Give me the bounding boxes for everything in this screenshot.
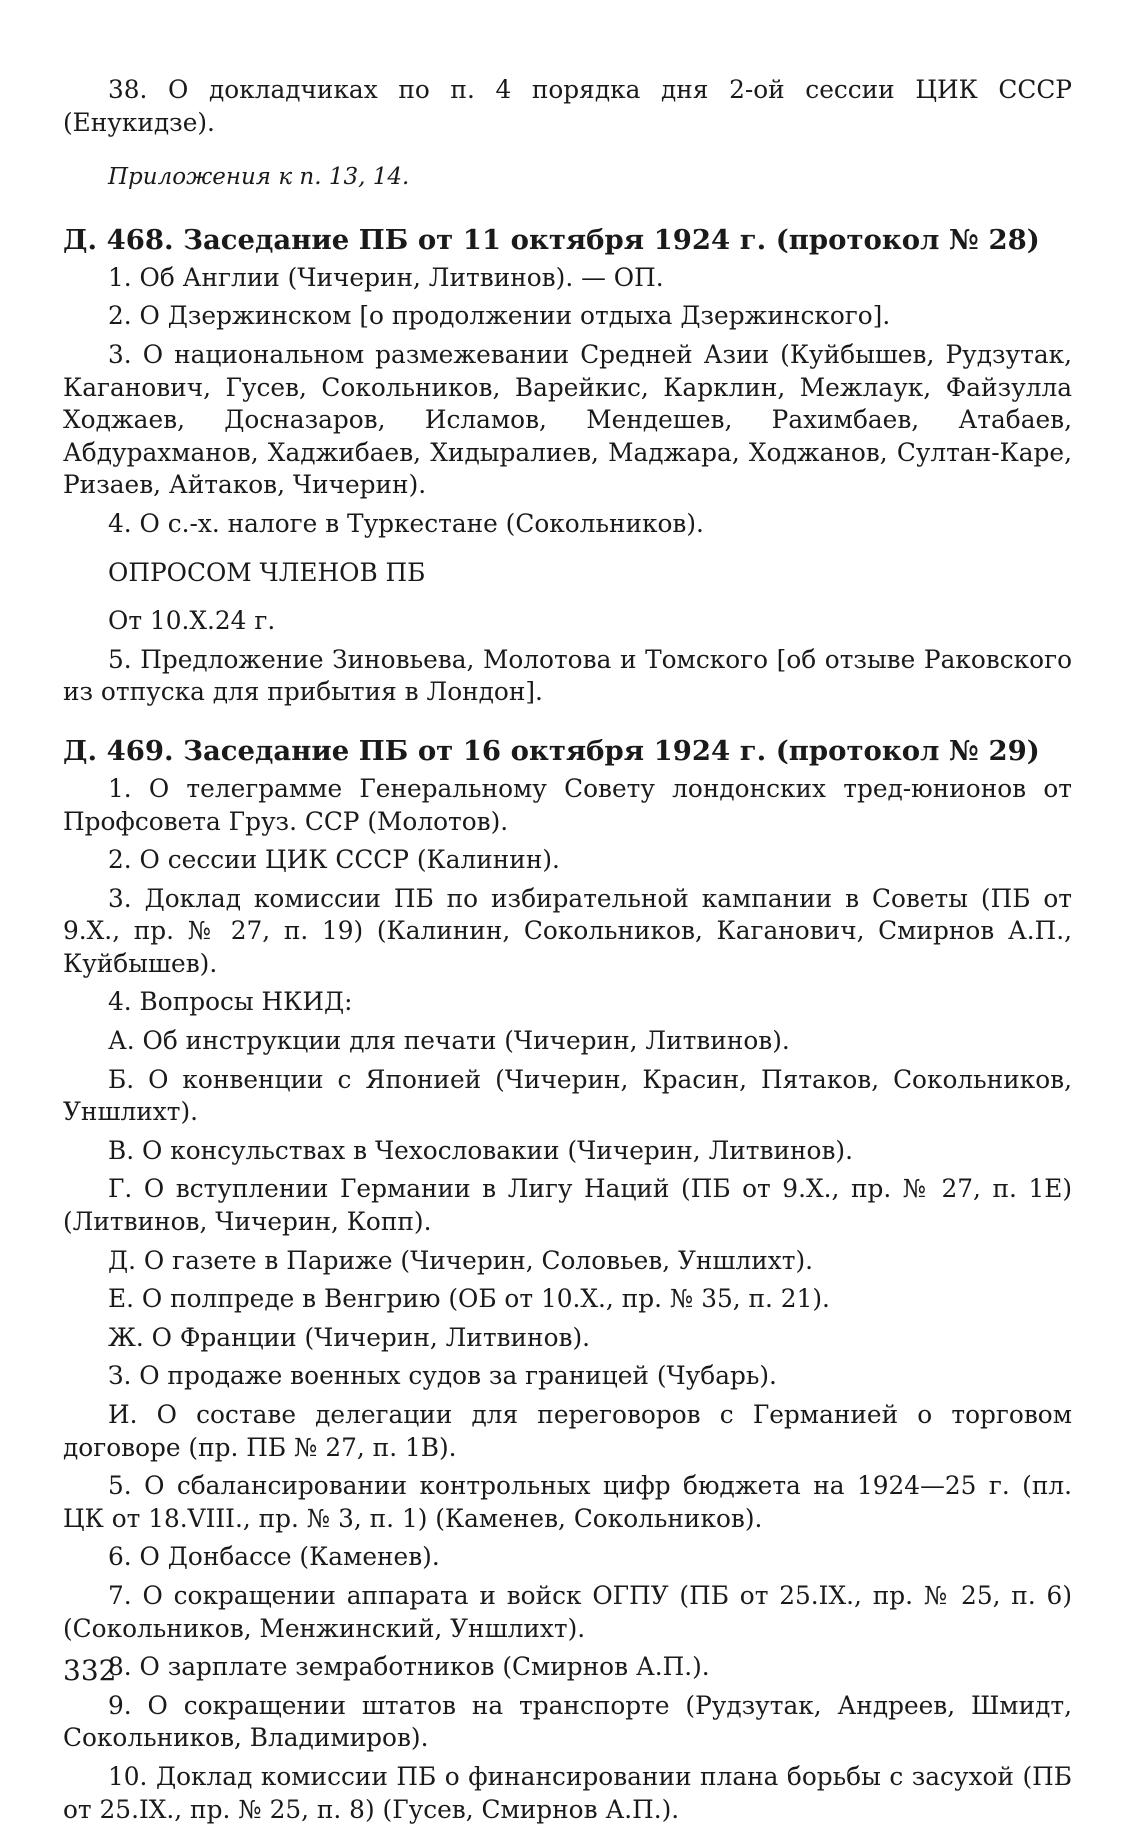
doc-469-item: 6. О Донбассе (Каменев).: [108, 1542, 440, 1572]
doc-468-item-4: 4. О с.-х. налоге в Туркестане (Сокольников).: [108, 508, 704, 538]
poll-date: От 10.X.24 г.: [108, 606, 276, 636]
doc-469-subitem: И. О составе делегации для переговоров с Германией о торговом договоре (пр. ПБ № 27, п. 1В).: [63, 1400, 1072, 1462]
doc-469-item: 10. Доклад комиссии ПБ о финансировании плана борьбы с засухой (ПБ от 25.IX., пр. № 25, п. 8) (Гусев, Смирнов А.П.).: [63, 1761, 1072, 1824]
page-number: 332: [63, 1654, 117, 1687]
doc-469-subitem: Г. О вступлении Германии в Лигу Наций (ПБ от 9.X., пр. № 27, п. 1Е) (Литвинов, Чичерин, Копп).: [63, 1174, 1072, 1237]
doc-468-heading: Д. 468. Заседание ПБ от 11 октября 1924 г. (протокол № 28): [63, 223, 1040, 256]
doc-469-subitem: Ж. О Франции (Чичерин, Литвинов).: [108, 1322, 591, 1352]
doc-469-heading: Д. 469. Заседание ПБ от 16 октября 1924 г. (протокол № 29): [63, 734, 1040, 767]
doc-469-subitem: Д. О газете в Париже (Чичерин, Соловьев, Уншлихт).: [108, 1245, 814, 1275]
doc-469-subitem: В. О консульствах в Чехословакии (Чичерин, Литвинов).: [108, 1135, 853, 1165]
doc-469-item: 1. О телеграмме Генеральному Совету лондонских тред-юнионов от Профсовета Груз. ССР (Молотов).: [63, 773, 1072, 836]
doc-469-subitem: А. Об инструкции для печати (Чичерин, Литвинов).: [108, 1026, 790, 1056]
doc-469-item: 2. О сессии ЦИК СССР (Калинин).: [108, 845, 560, 875]
doc-469-item: 8. О зарплате земработников (Смирнов А.П.).: [108, 1652, 710, 1682]
doc-468-items: [63, 262, 1072, 541]
poll-heading: ОПРОСОМ ЧЛЕНОВ ПБ: [108, 557, 426, 587]
doc-468-item-2: 2. О Дзержинском [о продолжении отдыха Дзержинского].: [108, 301, 891, 331]
appendix-note: Приложения к п. 13, 14.: [108, 164, 410, 191]
doc-469-item: 7. О сокращении аппарата и войск ОГПУ (ПБ от 25.IX., пр. № 25, п. 6) (Сокольников, Менжинский, Уншлихт).: [63, 1580, 1072, 1643]
doc-469-subitem: Е. О полпреде в Венгрию (ОБ от 10.X., пр. № 35, п. 21).: [108, 1284, 830, 1314]
doc-469-item: 3. Доклад комиссии ПБ по избирательной кампании в Советы (ПБ от 9.X., пр. № 27, п. 19) (Калинин, Сокольников, Каганович, Смирнов А.П., Куйбышев).: [63, 883, 1072, 978]
doc-469-subitem: Б. О конвенции с Японией (Чичерин, Красин, Пятаков, Сокольников, Уншлихт).: [63, 1064, 1072, 1127]
doc-469-items: [63, 773, 1072, 1826]
doc-469-item: 4. Вопросы НКИД:: [108, 987, 353, 1017]
doc-468-item-1: 1. Об Англии (Чичерин, Литвинов). — ОП.: [108, 262, 664, 292]
item-38: 38. О докладчиках по п. 4 порядка дня 2-ой сессии ЦИК СССР (Енукидзе).: [63, 75, 1072, 137]
doc-469-subitem: З. О продаже военных судов за границей (Чубарь).: [108, 1361, 777, 1391]
doc-468-item-3: 3. О национальном размежевании Средней Азии (Куйбышев, Рудзутак, Каганович, Гусев, Сокольников, Варейкис, Карклин, Межлаук, Файзулла Ходжаев, Досназаров, Исламов, Мендешев, Рахимбаев, Атабаев, Абдурахманов, Хаджибаев, Хидыралиев, Маджара, Ходжанов, Султан-Каре, Ризаев, Айтаков, Чичерин).: [63, 339, 1072, 500]
poll-item-5: 5. Предложение Зиновьева, Молотова и Томского [об отзыве Раковского из отпуска для прибытия в Лондон].: [63, 644, 1072, 707]
doc-469-item: 9. О сокращении штатов на транспорте (Рудзутак, Андреев, Шмидт, Сокольников, Владимиров).: [63, 1690, 1072, 1753]
doc-469-item: 5. О сбалансировании контрольных цифр бюджета на 1924—25 г. (пл. ЦК от 18.VIII., пр. № 3, п. 1) (Каменев, Сокольников).: [63, 1471, 1072, 1533]
